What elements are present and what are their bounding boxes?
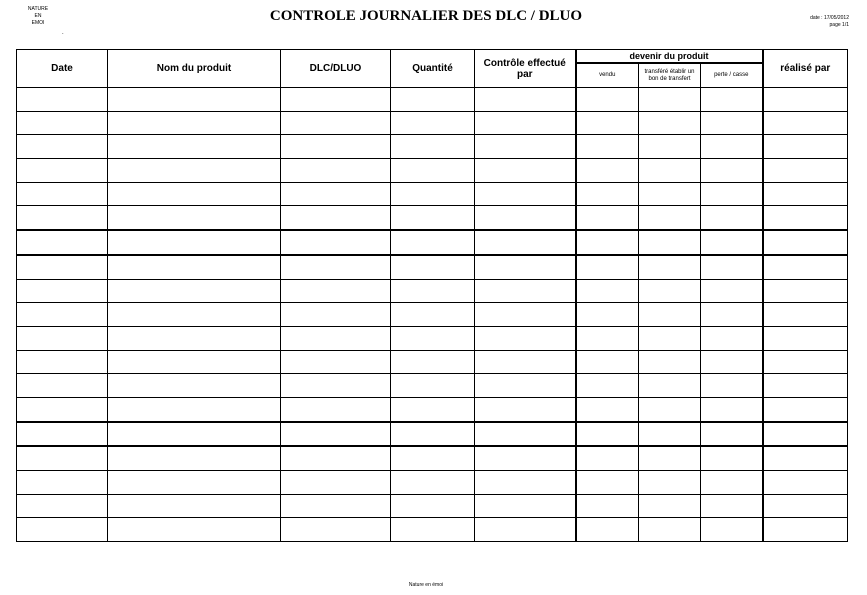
cell-product-name[interactable] bbox=[108, 182, 281, 206]
cell-dlc-dluo[interactable] bbox=[281, 422, 391, 447]
cell-product-name[interactable] bbox=[108, 206, 281, 230]
cell-dlc-dluo[interactable] bbox=[281, 255, 391, 279]
cell-sold[interactable] bbox=[576, 518, 639, 542]
cell-loss-breakage[interactable] bbox=[701, 135, 763, 159]
cell-controlled-by[interactable] bbox=[475, 350, 576, 374]
cell-sold[interactable] bbox=[576, 88, 639, 112]
cell-date[interactable] bbox=[17, 350, 108, 374]
cell-date[interactable] bbox=[17, 206, 108, 230]
cell-controlled-by[interactable] bbox=[475, 279, 576, 303]
table-row bbox=[17, 303, 848, 327]
cell-controlled-by[interactable] bbox=[475, 159, 576, 183]
header-done-by: réalisé par bbox=[763, 50, 848, 88]
cell-product-name[interactable] bbox=[108, 111, 281, 135]
table-row bbox=[17, 422, 848, 447]
cell-loss-breakage[interactable] bbox=[701, 518, 763, 542]
cell-dlc-dluo[interactable] bbox=[281, 88, 391, 112]
cell-sold[interactable] bbox=[576, 471, 639, 495]
table-row bbox=[17, 182, 848, 206]
cell-loss-breakage[interactable] bbox=[701, 494, 763, 518]
cell-sold[interactable] bbox=[576, 159, 639, 183]
cell-quantity[interactable] bbox=[391, 182, 475, 206]
cell-loss-breakage[interactable] bbox=[701, 159, 763, 183]
cell-loss-breakage[interactable] bbox=[701, 446, 763, 470]
cell-date[interactable] bbox=[17, 279, 108, 303]
cell-controlled-by[interactable] bbox=[475, 111, 576, 135]
cell-date[interactable] bbox=[17, 182, 108, 206]
logo-dot: . bbox=[62, 30, 64, 36]
cell-done-by[interactable] bbox=[763, 303, 848, 327]
cell-product-name[interactable] bbox=[108, 303, 281, 327]
table-row bbox=[17, 471, 848, 495]
cell-transferred[interactable] bbox=[639, 518, 701, 542]
cell-loss-breakage[interactable] bbox=[701, 326, 763, 350]
cell-sold[interactable] bbox=[576, 206, 639, 230]
cell-dlc-dluo[interactable] bbox=[281, 159, 391, 183]
header-product-outcome: devenir du produit bbox=[576, 50, 763, 64]
cell-dlc-dluo[interactable] bbox=[281, 446, 391, 470]
cell-loss-breakage[interactable] bbox=[701, 88, 763, 112]
cell-quantity[interactable] bbox=[391, 397, 475, 421]
cell-controlled-by[interactable] bbox=[475, 303, 576, 327]
cell-product-name[interactable] bbox=[108, 422, 281, 447]
cell-loss-breakage[interactable] bbox=[701, 422, 763, 447]
table-row bbox=[17, 111, 848, 135]
table-row bbox=[17, 518, 848, 542]
cell-done-by[interactable] bbox=[763, 326, 848, 350]
cell-controlled-by[interactable] bbox=[475, 446, 576, 470]
cell-sold[interactable] bbox=[576, 255, 639, 279]
cell-done-by[interactable] bbox=[763, 159, 848, 183]
header-transferred: transféré établir un bon de transfert bbox=[639, 63, 701, 88]
cell-controlled-by[interactable] bbox=[475, 397, 576, 421]
header-sold: vendu bbox=[576, 63, 639, 88]
cell-dlc-dluo[interactable] bbox=[281, 350, 391, 374]
cell-transferred[interactable] bbox=[639, 303, 701, 327]
cell-transferred[interactable] bbox=[639, 471, 701, 495]
cell-quantity[interactable] bbox=[391, 111, 475, 135]
cell-done-by[interactable] bbox=[763, 206, 848, 230]
cell-date[interactable] bbox=[17, 518, 108, 542]
cell-quantity[interactable] bbox=[391, 374, 475, 398]
cell-date[interactable] bbox=[17, 494, 108, 518]
cell-done-by[interactable] bbox=[763, 350, 848, 374]
cell-done-by[interactable] bbox=[763, 374, 848, 398]
cell-quantity[interactable] bbox=[391, 471, 475, 495]
cell-quantity[interactable] bbox=[391, 206, 475, 230]
cell-loss-breakage[interactable] bbox=[701, 279, 763, 303]
cell-product-name[interactable] bbox=[108, 494, 281, 518]
cell-done-by[interactable] bbox=[763, 518, 848, 542]
cell-transferred[interactable] bbox=[639, 350, 701, 374]
cell-product-name[interactable] bbox=[108, 350, 281, 374]
dlc-control-table bbox=[16, 49, 848, 542]
cell-quantity[interactable] bbox=[391, 446, 475, 470]
cell-quantity[interactable] bbox=[391, 518, 475, 542]
document-page: page 1/1 bbox=[829, 22, 849, 28]
cell-loss-breakage[interactable] bbox=[701, 397, 763, 421]
document-meta bbox=[810, 15, 849, 29]
cell-quantity[interactable] bbox=[391, 255, 475, 279]
cell-controlled-by[interactable] bbox=[475, 326, 576, 350]
cell-transferred[interactable] bbox=[639, 374, 701, 398]
logo-line-1: NATURE bbox=[27, 6, 49, 12]
cell-quantity[interactable] bbox=[391, 88, 475, 112]
cell-dlc-dluo[interactable] bbox=[281, 182, 391, 206]
logo-line-2: EN bbox=[34, 13, 42, 19]
cell-date[interactable] bbox=[17, 159, 108, 183]
cell-done-by[interactable] bbox=[763, 279, 848, 303]
cell-product-name[interactable] bbox=[108, 326, 281, 350]
cell-done-by[interactable] bbox=[763, 255, 848, 279]
table-row bbox=[17, 206, 848, 230]
cell-done-by[interactable] bbox=[763, 422, 848, 447]
table-row bbox=[17, 159, 848, 183]
table-row bbox=[17, 135, 848, 159]
table-row bbox=[17, 446, 848, 470]
cell-product-name[interactable] bbox=[108, 88, 281, 112]
cell-dlc-dluo[interactable] bbox=[281, 135, 391, 159]
cell-product-name[interactable] bbox=[108, 518, 281, 542]
cell-date[interactable] bbox=[17, 374, 108, 398]
cell-quantity[interactable] bbox=[391, 230, 475, 255]
cell-sold[interactable] bbox=[576, 279, 639, 303]
header-quantity: Quantité bbox=[391, 50, 475, 88]
cell-quantity[interactable] bbox=[391, 303, 475, 327]
logo-line-3: EMOI bbox=[31, 20, 45, 26]
cell-loss-breakage[interactable] bbox=[701, 350, 763, 374]
table-row bbox=[17, 279, 848, 303]
cell-controlled-by[interactable] bbox=[475, 422, 576, 447]
table-row bbox=[17, 88, 848, 112]
cell-transferred[interactable] bbox=[639, 255, 701, 279]
cell-dlc-dluo[interactable] bbox=[281, 494, 391, 518]
cell-date[interactable] bbox=[17, 255, 108, 279]
cell-done-by[interactable] bbox=[763, 446, 848, 470]
cell-product-name[interactable] bbox=[108, 397, 281, 421]
table-row bbox=[17, 397, 848, 421]
cell-transferred[interactable] bbox=[639, 446, 701, 470]
cell-dlc-dluo[interactable] bbox=[281, 471, 391, 495]
cell-loss-breakage[interactable] bbox=[701, 182, 763, 206]
cell-done-by[interactable] bbox=[763, 182, 848, 206]
cell-quantity[interactable] bbox=[391, 350, 475, 374]
cell-done-by[interactable] bbox=[763, 88, 848, 112]
cell-product-name[interactable] bbox=[108, 159, 281, 183]
cell-date[interactable] bbox=[17, 471, 108, 495]
cell-quantity[interactable] bbox=[391, 159, 475, 183]
cell-product-name[interactable] bbox=[108, 446, 281, 470]
cell-transferred[interactable] bbox=[639, 111, 701, 135]
cell-loss-breakage[interactable] bbox=[701, 303, 763, 327]
cell-done-by[interactable] bbox=[763, 397, 848, 421]
cell-sold[interactable] bbox=[576, 326, 639, 350]
cell-sold[interactable] bbox=[576, 182, 639, 206]
cell-done-by[interactable] bbox=[763, 494, 848, 518]
cell-transferred[interactable] bbox=[639, 206, 701, 230]
cell-controlled-by[interactable] bbox=[475, 518, 576, 542]
cell-quantity[interactable] bbox=[391, 135, 475, 159]
cell-dlc-dluo[interactable] bbox=[281, 230, 391, 255]
cell-controlled-by[interactable] bbox=[475, 88, 576, 112]
table-row bbox=[17, 494, 848, 518]
cell-done-by[interactable] bbox=[763, 471, 848, 495]
cell-quantity[interactable] bbox=[391, 494, 475, 518]
cell-controlled-by[interactable] bbox=[475, 206, 576, 230]
cell-dlc-dluo[interactable] bbox=[281, 206, 391, 230]
cell-quantity[interactable] bbox=[391, 326, 475, 350]
cell-done-by[interactable] bbox=[763, 111, 848, 135]
header-loss-breakage: perte / casse bbox=[701, 63, 763, 88]
page-footer: Nature en émoi bbox=[408, 582, 444, 588]
header-dlc-dluo: DLC/DLUO bbox=[281, 50, 391, 88]
cell-date[interactable] bbox=[17, 111, 108, 135]
cell-dlc-dluo[interactable] bbox=[281, 397, 391, 421]
cell-controlled-by[interactable] bbox=[475, 182, 576, 206]
cell-dlc-dluo[interactable] bbox=[281, 326, 391, 350]
cell-loss-breakage[interactable] bbox=[701, 471, 763, 495]
cell-transferred[interactable] bbox=[639, 230, 701, 255]
cell-sold[interactable] bbox=[576, 303, 639, 327]
cell-transferred[interactable] bbox=[639, 494, 701, 518]
cell-transferred[interactable] bbox=[639, 159, 701, 183]
cell-transferred[interactable] bbox=[639, 326, 701, 350]
cell-done-by[interactable] bbox=[763, 230, 848, 255]
document-date: date : 17/05/2012 bbox=[810, 15, 849, 21]
cell-done-by[interactable] bbox=[763, 135, 848, 159]
table-body bbox=[17, 88, 848, 542]
cell-product-name[interactable] bbox=[108, 374, 281, 398]
cell-product-name[interactable] bbox=[108, 471, 281, 495]
cell-dlc-dluo[interactable] bbox=[281, 279, 391, 303]
cell-loss-breakage[interactable] bbox=[701, 206, 763, 230]
cell-date[interactable] bbox=[17, 446, 108, 470]
cell-sold[interactable] bbox=[576, 446, 639, 470]
cell-transferred[interactable] bbox=[639, 279, 701, 303]
cell-transferred[interactable] bbox=[639, 397, 701, 421]
cell-sold[interactable] bbox=[576, 374, 639, 398]
cell-sold[interactable] bbox=[576, 135, 639, 159]
cell-sold[interactable] bbox=[576, 111, 639, 135]
table-row bbox=[17, 230, 848, 255]
cell-date[interactable] bbox=[17, 230, 108, 255]
cell-product-name[interactable] bbox=[108, 230, 281, 255]
cell-loss-breakage[interactable] bbox=[701, 374, 763, 398]
table-row bbox=[17, 350, 848, 374]
cell-loss-breakage[interactable] bbox=[701, 255, 763, 279]
cell-product-name[interactable] bbox=[108, 279, 281, 303]
cell-quantity[interactable] bbox=[391, 422, 475, 447]
header-controlled-by: Contrôle effectué par bbox=[475, 50, 576, 88]
cell-sold[interactable] bbox=[576, 230, 639, 255]
cell-controlled-by[interactable] bbox=[475, 494, 576, 518]
table-row bbox=[17, 326, 848, 350]
cell-controlled-by[interactable] bbox=[475, 230, 576, 255]
cell-date[interactable] bbox=[17, 397, 108, 421]
cell-quantity[interactable] bbox=[391, 279, 475, 303]
cell-dlc-dluo[interactable] bbox=[281, 518, 391, 542]
cell-date[interactable] bbox=[17, 422, 108, 447]
table-row bbox=[17, 255, 848, 279]
cell-date[interactable] bbox=[17, 326, 108, 350]
cell-date[interactable] bbox=[17, 88, 108, 112]
cell-loss-breakage[interactable] bbox=[701, 111, 763, 135]
cell-transferred[interactable] bbox=[639, 135, 701, 159]
cell-controlled-by[interactable] bbox=[475, 471, 576, 495]
cell-controlled-by[interactable] bbox=[475, 135, 576, 159]
cell-sold[interactable] bbox=[576, 397, 639, 421]
cell-product-name[interactable] bbox=[108, 255, 281, 279]
cell-dlc-dluo[interactable] bbox=[281, 111, 391, 135]
header-date: Date bbox=[17, 50, 108, 88]
cell-loss-breakage[interactable] bbox=[701, 230, 763, 255]
cell-controlled-by[interactable] bbox=[475, 255, 576, 279]
cell-date[interactable] bbox=[17, 303, 108, 327]
table-row bbox=[17, 374, 848, 398]
cell-dlc-dluo[interactable] bbox=[281, 303, 391, 327]
cell-controlled-by[interactable] bbox=[475, 374, 576, 398]
cell-transferred[interactable] bbox=[639, 182, 701, 206]
cell-date[interactable] bbox=[17, 135, 108, 159]
cell-product-name[interactable] bbox=[108, 135, 281, 159]
page-title: CONTROLE JOURNALIER DES DLC / DLUO bbox=[269, 8, 583, 24]
cell-sold[interactable] bbox=[576, 422, 639, 447]
cell-sold[interactable] bbox=[576, 494, 639, 518]
cell-dlc-dluo[interactable] bbox=[281, 374, 391, 398]
cell-sold[interactable] bbox=[576, 350, 639, 374]
cell-transferred[interactable] bbox=[639, 88, 701, 112]
cell-transferred[interactable] bbox=[639, 422, 701, 447]
header-product-name: Nom du produit bbox=[108, 50, 281, 88]
